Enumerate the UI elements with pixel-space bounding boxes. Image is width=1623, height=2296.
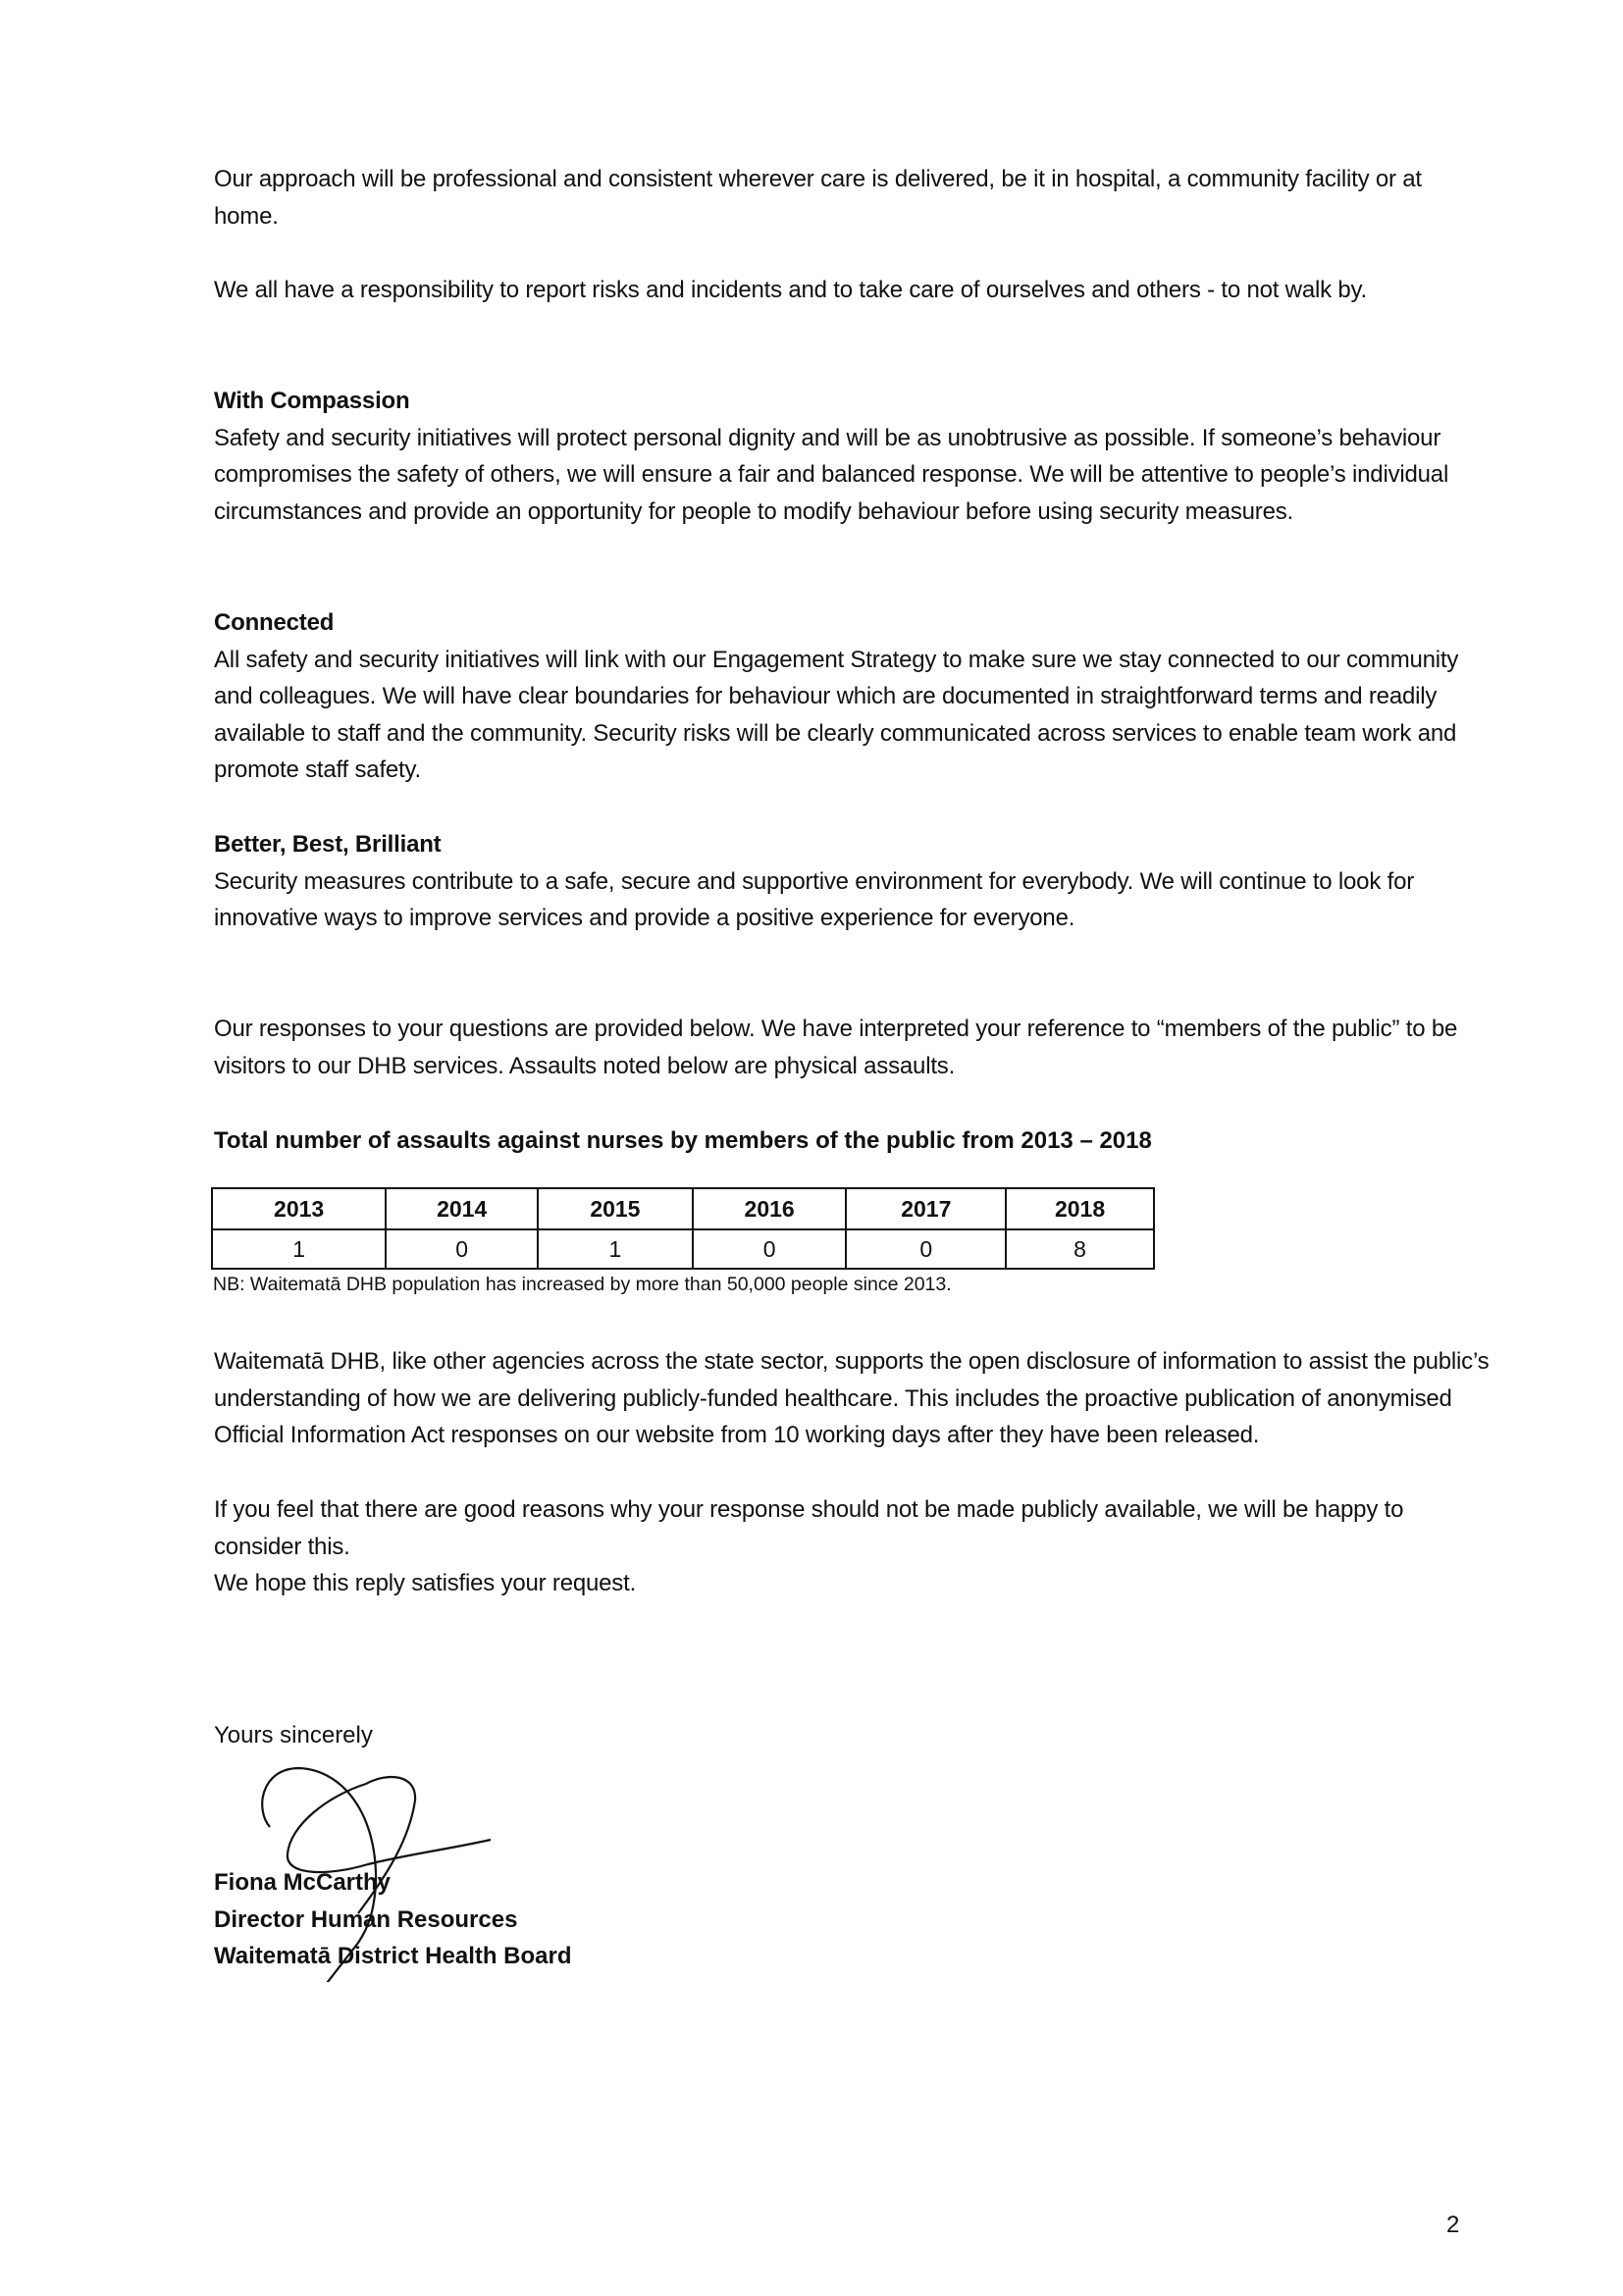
section-body: All safety and security initiatives will link with our Engagement Strategy to make sure we stay connected to our community and colleagues. We will have clear boundaries for behaviour which are documented in straightforward terms and readily available to staff and the community. Security risks will be clearly communicated across services to enable team work and promote staff safety. — [214, 646, 1459, 784]
paragraph-approach: Our approach will be professional and consistent wherever care is delivered, be it in hospital, a community facility or at home. — [214, 166, 1422, 230]
table-header-row — [212, 1188, 1154, 1229]
section-heading: With Compassion — [214, 388, 410, 414]
signatory-name: Fiona McCarthy — [214, 1869, 392, 1896]
year-header: 2018 — [1006, 1188, 1154, 1229]
year-header: 2016 — [693, 1188, 847, 1229]
section-heading: Connected — [214, 609, 335, 636]
section-better-best-brilliant — [214, 826, 1490, 937]
page-number: 2 — [1446, 2212, 1460, 2238]
hope-paragraph — [214, 1565, 1490, 1602]
responses-intro — [214, 1011, 1519, 1084]
paragraph-disclosure: Waitematā DHB, like other agencies across the state sector, supports the open disclosure of information to assist the public’s understanding of how we are delivering publicly-funded healthcare. This includes the proactive publication of anonymised Official Information Act responses on our website from 10 working days after they have been released. — [214, 1348, 1490, 1449]
assaults-table — [211, 1187, 1155, 1270]
assault-count: 0 — [386, 1229, 538, 1269]
assault-count: 1 — [538, 1229, 693, 1269]
section-body: Security measures contribute to a safe, secure and supportive environment for everybody. We will continue to look for innovative ways to improve services and provide a positive experience for everyone. — [214, 867, 1415, 932]
year-header: 2013 — [212, 1188, 386, 1229]
disclosure-paragraph — [214, 1343, 1490, 1454]
assault-count: 8 — [1006, 1229, 1154, 1269]
assault-count: 0 — [693, 1229, 847, 1269]
year-header: 2014 — [386, 1188, 538, 1229]
section-connected — [214, 604, 1490, 789]
section-body: Safety and security initiatives will protect personal dignity and will be as unobtrusive as possible. If someone’s behaviour compromises the safety of others, we will ensure a fair and balanced response. We will be attentive to people’s individual circumstances and provide an opportunity for people to modify behaviour before using security measures. — [214, 424, 1449, 525]
responses-intro-text: Our responses to your questions are provided below. We have interpreted your reference to “members of the public” to be visitors to our DHB services. Assaults noted below are physical assaults. — [214, 1016, 1458, 1079]
signatory-title: Director Human Resources — [214, 1905, 518, 1933]
publication-paragraph — [214, 1491, 1490, 1565]
assault-count: 0 — [846, 1229, 1006, 1269]
section-heading: Better, Best, Brilliant — [214, 831, 442, 858]
table-row — [212, 1229, 1154, 1269]
year-header: 2017 — [846, 1188, 1006, 1229]
section-with-compassion — [214, 383, 1490, 530]
paragraph-publication: If you feel that there are good reasons why your response should not be made publicly available, we will be happy to consider this. — [214, 1496, 1404, 1560]
intro-paragraphs — [214, 161, 1490, 308]
sign-off: Yours sincerely — [214, 1722, 373, 1748]
paragraph-responsibility: We all have a responsibility to report risks and incidents and to take care of ourselves and others - to not walk by. — [214, 276, 1367, 303]
assault-count: 1 — [212, 1229, 386, 1269]
table-title: Total number of assaults against nurses by members of the public from 2013 – 2018 — [214, 1127, 1152, 1154]
year-header: 2015 — [538, 1188, 693, 1229]
paragraph-hope: We hope this reply satisfies your request. — [214, 1570, 637, 1596]
signatory-block — [214, 1864, 572, 1975]
table-note: NB: Waitematā DHB population has increased by more than 50,000 people since 2013. — [213, 1274, 952, 1295]
signatory-organisation: Waitematā District Health Board — [214, 1943, 572, 1970]
